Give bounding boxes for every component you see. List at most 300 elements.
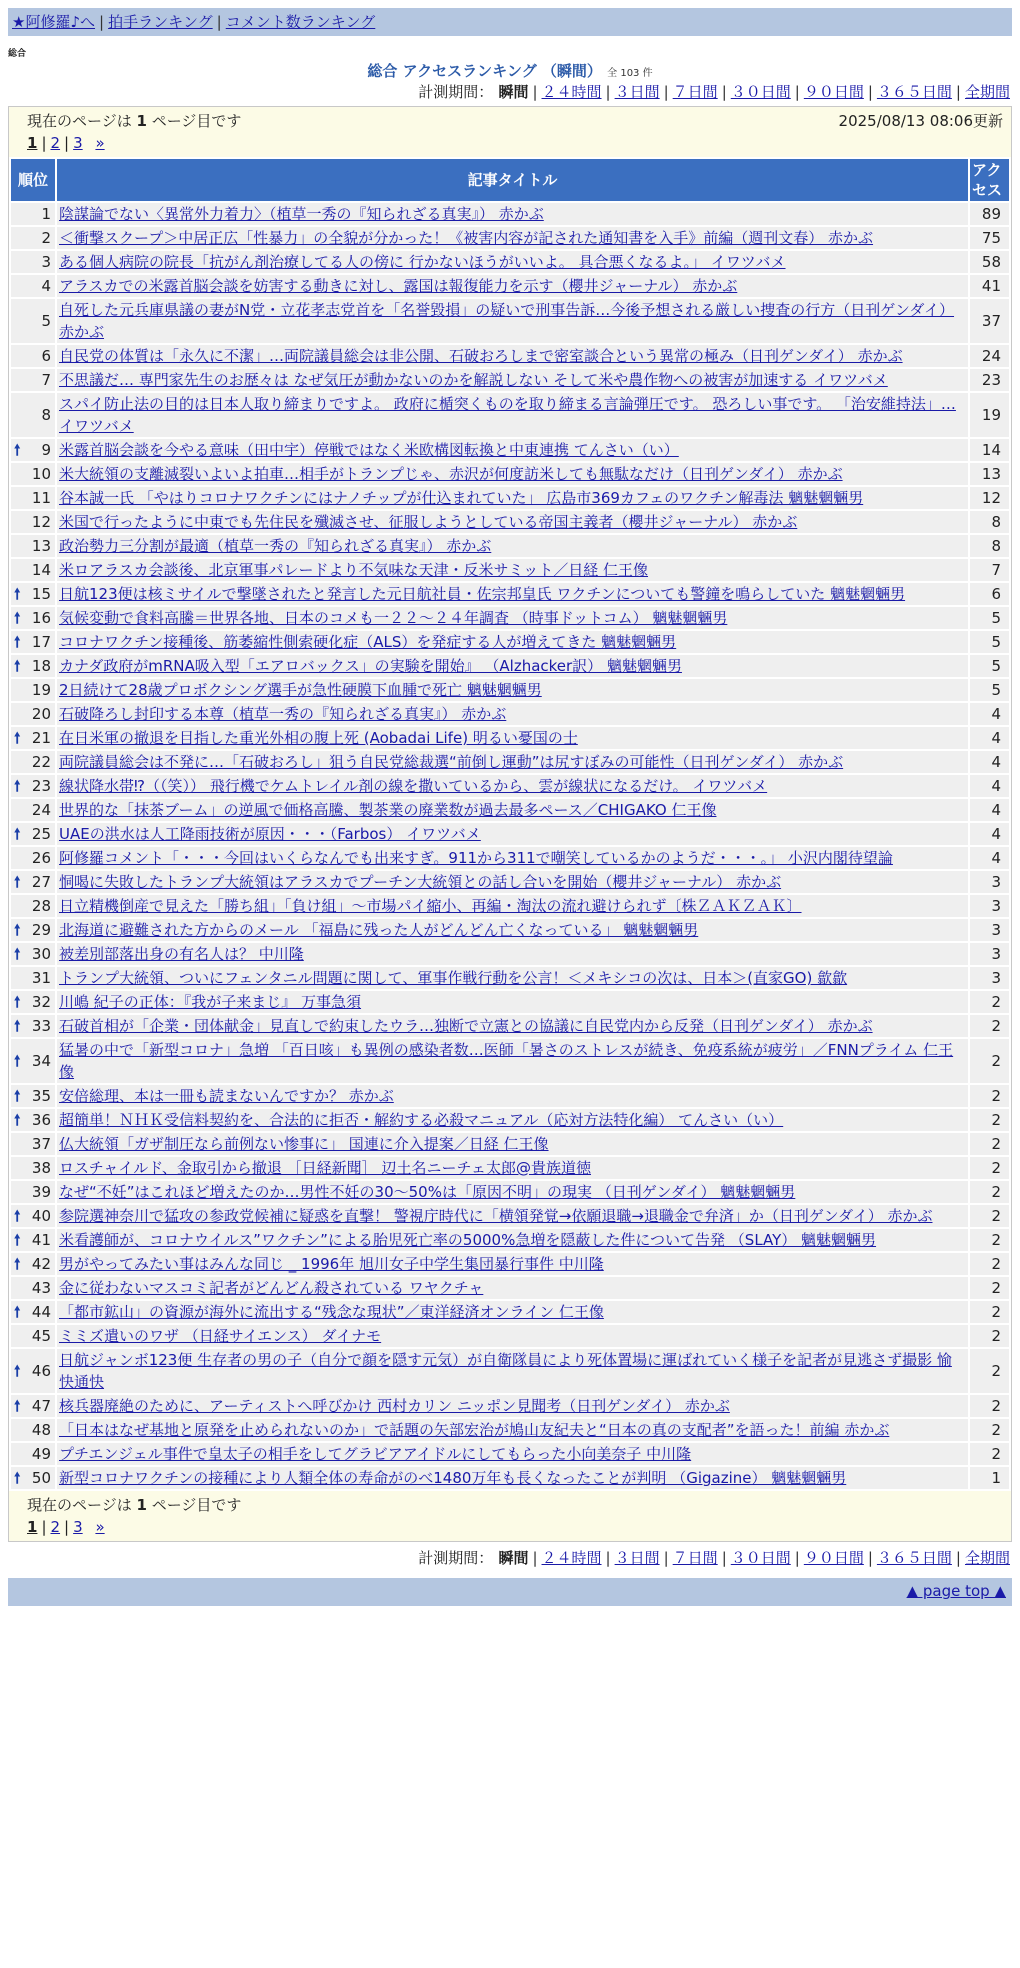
table-row (11, 679, 1009, 701)
up-arrow-icon: 🠕 (14, 1017, 21, 1035)
rank-cell (11, 847, 55, 869)
pager-separator: | (64, 134, 70, 152)
title-cell (57, 227, 968, 249)
title-cell (57, 631, 968, 653)
title-cell (57, 1085, 968, 1107)
pager-page-3[interactable]: 3 (73, 134, 83, 152)
table-row (11, 275, 1009, 297)
rank-cell (11, 227, 55, 249)
page-info (9, 107, 1011, 132)
nav-home-link[interactable]: ★阿修羅♪へ (12, 13, 96, 31)
table-row (11, 631, 1009, 653)
access-count: 41 (970, 275, 1009, 297)
pager-page-2[interactable]: 2 (50, 134, 61, 152)
access-count: 5 (970, 679, 1009, 701)
title-cell (57, 775, 968, 797)
rank-cell (11, 655, 55, 677)
table-row (11, 439, 1009, 461)
up-arrow-icon: 🠕 (14, 1469, 21, 1487)
rank-cell (11, 1229, 55, 1251)
rank-cell (11, 703, 55, 725)
up-arrow-icon: 🠕 (14, 945, 21, 963)
title-cell (57, 991, 968, 1013)
period-option-1[interactable]: ３日間 (614, 1549, 660, 1567)
article-link[interactable]: 線状降水帯⁉（（笑）） 飛行機でケムトレイル剤の線を撒いているから、雲が線状になるだけ。 イワツバメ (59, 777, 768, 795)
period-option-0[interactable]: ２４時間 (541, 1549, 602, 1567)
table-row (11, 751, 1009, 773)
rank-number: 42 (31, 1255, 51, 1273)
title-cell (57, 823, 968, 845)
table-row (11, 345, 1009, 367)
period-label: 計測期間： (418, 1549, 494, 1567)
up-arrow-icon: 🠕 (14, 609, 21, 627)
up-arrow-icon: 🠕 (14, 441, 21, 459)
rank-number: 23 (31, 777, 51, 795)
access-count: 4 (970, 703, 1009, 725)
ranking-panel (8, 106, 1012, 1542)
page-info-prefix: 現在のページは (27, 1496, 137, 1514)
rank-cell (11, 1157, 55, 1179)
access-count: 37 (970, 299, 1009, 343)
rank-cell (11, 203, 55, 225)
rank-cell (11, 631, 55, 653)
title-cell (57, 1443, 968, 1465)
access-count: 13 (970, 463, 1009, 485)
rank-number: 49 (31, 1445, 51, 1463)
article-link[interactable]: 2日続けて28歳プロボクシング選手が急性硬膜下血腫で死亡 魑魅魍魎男 (59, 681, 542, 699)
pager-separator: | (41, 1518, 47, 1536)
title-cell (57, 1325, 968, 1347)
article-link[interactable]: 政治勢力三分割が最適（植草一秀の『知られざる真実』） 赤かぶ (59, 537, 492, 555)
title-cell (57, 919, 968, 941)
rank-number: 38 (31, 1159, 51, 1177)
article-link[interactable]: 谷本誠一氏 「やはりコロナワクチンにはナノチップが仕込まれていた」 広島市369カフェのワクチン解毒法 魑魅魍魎男 (59, 489, 864, 507)
page-info-text (27, 1494, 241, 1516)
up-arrow-icon: 🠕 (14, 1397, 21, 1415)
article-link[interactable]: 在日米軍の撤退を目指した重光外相の腹上死 (Aobadai Life) 明るい憂国の士 (59, 729, 578, 747)
table-row (11, 463, 1009, 485)
up-arrow-icon: 🠕 (14, 825, 21, 843)
rank-number: 6 (41, 347, 51, 365)
page-title-text: 総合 アクセスランキング （瞬間） (367, 62, 602, 80)
table-row (11, 511, 1009, 533)
pager-bottom (9, 1516, 1011, 1541)
up-arrow-icon: 🠕 (14, 729, 21, 747)
title-cell (57, 679, 968, 701)
rank-number: 4 (41, 277, 51, 295)
up-arrow-icon: 🠕 (14, 1207, 21, 1225)
table-row (11, 1349, 1009, 1393)
access-count: 8 (970, 511, 1009, 533)
rank-cell (11, 943, 55, 965)
title-cell (57, 511, 968, 533)
up-arrow-icon: 🠕 (14, 1231, 21, 1249)
title-cell (57, 1229, 968, 1251)
col-access-header: アクセス (970, 159, 1009, 201)
article-link[interactable]: ある個人病院の院長「抗がん剤治療してる人の傍に 行かないほうがいいよ。 具合悪くなるよ。」 イワツバメ (59, 253, 786, 271)
access-count: 5 (970, 607, 1009, 629)
table-row (11, 919, 1009, 941)
access-count: 89 (970, 203, 1009, 225)
up-arrow-icon: 🠕 (14, 921, 21, 939)
article-link[interactable]: 猛暑の中で「新型コロナ」急増 「百日咳」も異例の感染者数…医師「暑さのストレスが続き、免疫系統が疲労」／FNNプライム 仁王像 (59, 1041, 954, 1081)
rank-cell (11, 607, 55, 629)
table-row (11, 559, 1009, 581)
article-link[interactable]: 「日本はなぜ基地と原発を止められないのか」で話題の矢部宏治が鳩山友紀夫と“日本の真の支配者”を語った！前編 赤かぶ (59, 1421, 890, 1439)
rank-cell (11, 251, 55, 273)
access-count: 5 (970, 631, 1009, 653)
period-option-6[interactable]: 全期間 (964, 1549, 1010, 1567)
period-separator: | (867, 1549, 873, 1567)
rank-cell (11, 1301, 55, 1323)
category-label: 総合 (8, 49, 27, 59)
title-cell (57, 1395, 968, 1417)
rank-cell (11, 1253, 55, 1275)
table-row (11, 823, 1009, 845)
access-count: 19 (970, 393, 1009, 437)
pager-separator: | (64, 1518, 70, 1536)
rank-number: 18 (31, 657, 51, 675)
title-cell (57, 487, 968, 509)
period-label: 計測期間： (418, 83, 494, 101)
title-cell (57, 1133, 968, 1155)
period-option-4[interactable]: ９０日間 (803, 1549, 864, 1567)
article-link[interactable]: プチエンジェル事件で皇太子の相手をしてグラビアアイドルにしてもらった小向美奈子 中川隆 (59, 1445, 692, 1463)
article-link[interactable]: 被差別部落出身の有名人は？ 中川隆 (59, 945, 304, 963)
article-link[interactable]: 超簡単！ＮＨＫ受信料契約を、合法的に拒否・解約する必殺マニュアル（応対方法特化編） てんさい（い） (59, 1111, 784, 1129)
article-link[interactable]: 気候変動で食料高騰＝世界各地、日本のコメも一２２～２４年調査 （時事ドットコム） 魑魅魍魎男 (59, 609, 728, 627)
table-row (11, 299, 1009, 343)
article-link[interactable]: 米看護師が、コロナウイルス”ワクチン”による胎児死亡率の5000%急増を隠蔽した件について告発 （SLAY） 魑魅魍魎男 (59, 1231, 877, 1249)
article-link[interactable]: ロスチャイルド、金取引から撤退 ［日経新聞］ 辺土名ニーチェ太郎@貴族道徳 (59, 1159, 591, 1177)
article-link[interactable]: 「都市鉱山」の資源が海外に流出する“残念な現状”／東洋経済オンライン 仁王像 (59, 1303, 604, 1321)
article-link[interactable]: 米大統領の支離滅裂いよいよ拍車…相手がトランプじゃ、赤沢が何度訪米しても無駄なだけ（日刊ゲンダイ） 赤かぶ (59, 465, 843, 483)
access-count: 2 (970, 1085, 1009, 1107)
access-count: 2 (970, 1253, 1009, 1275)
table-row (11, 1467, 1009, 1489)
item-count: 全 103 件 (607, 68, 653, 79)
access-count: 3 (970, 967, 1009, 989)
period-option-3[interactable]: ３０日間 (730, 1549, 791, 1567)
page-info-suffix: ページ目です (146, 1496, 242, 1514)
rank-number: 14 (31, 561, 51, 579)
article-link[interactable]: 不思議だ… 専門家先生のお歴々は なぜ気圧が動かないのかを解説しない そして米や農作物への被害が加速する イワツバメ (59, 371, 888, 389)
col-rank-header: 順位 (11, 159, 55, 201)
article-link[interactable]: 恫喝に失敗したトランプ大統領はアラスカでプーチン大統領との話し合いを開始（櫻井ジャーナル） 赤かぶ (59, 873, 782, 891)
col-title-header: 記事タイトル (57, 159, 968, 201)
period-option-2[interactable]: ７日間 (672, 1549, 718, 1567)
title-cell (57, 871, 968, 893)
rank-number: 11 (31, 489, 51, 507)
rank-cell (11, 1443, 55, 1465)
article-link[interactable]: アラスカでの米露首脳会談を妨害する動きに対し、露国は報復能力を示す（櫻井ジャーナル） 赤かぶ (59, 277, 738, 295)
nav-separator: | (216, 13, 222, 31)
table-row (11, 583, 1009, 605)
rank-cell (11, 679, 55, 701)
rank-number: 22 (31, 753, 51, 771)
page-top-link[interactable]: ▲ page top ▲ (906, 1582, 1006, 1600)
rank-number: 7 (41, 371, 51, 389)
article-link[interactable]: 金に従わないマスコミ記者がどんどん殺されている ワヤクチャ (59, 1279, 484, 1297)
title-cell (57, 1015, 968, 1037)
period-option-5[interactable]: ３６５日間 (876, 83, 952, 101)
rank-number: 3 (41, 253, 51, 271)
page-info-prefix: 現在のページは (27, 112, 137, 130)
article-link[interactable]: トランプ大統領、ついにフェンタニル問題に関して、軍事作戦行動を公言！＜メキシコの次は、日本＞(直家GO) 歙歙 (59, 969, 848, 987)
access-count: 12 (970, 487, 1009, 509)
rank-number: 48 (31, 1421, 51, 1439)
period-separator: | (721, 1549, 727, 1567)
access-count: 14 (970, 439, 1009, 461)
article-link[interactable]: UAEの洪水は人工降雨技術が原因・・・（Farbos） イワツバメ (59, 825, 481, 843)
table-row (11, 703, 1009, 725)
rank-number: 16 (31, 609, 51, 627)
access-count: 2 (970, 1039, 1009, 1083)
title-cell (57, 439, 968, 461)
period-separator: | (532, 1549, 538, 1567)
title-cell (57, 1301, 968, 1323)
article-link[interactable]: カナダ政府がmRNA吸入型「エアロバックス」の実験を開始』 （Alzhacker訳） 魑魅魍魎男 (59, 657, 682, 675)
table-row (11, 251, 1009, 273)
rank-cell (11, 1419, 55, 1441)
access-count: 24 (970, 345, 1009, 367)
period-separator: | (794, 1549, 800, 1567)
table-row (11, 871, 1009, 893)
up-arrow-icon: 🠕 (14, 633, 21, 651)
table-row (11, 799, 1009, 821)
table-row (11, 369, 1009, 391)
title-cell (57, 703, 968, 725)
title-cell (57, 275, 968, 297)
access-count: 2 (970, 1419, 1009, 1441)
title-cell (57, 535, 968, 557)
article-link[interactable]: 石破降ろし封印する本尊（植草一秀の『知られざる真実』） 赤かぶ (59, 705, 507, 723)
rank-cell (11, 967, 55, 989)
pager-next[interactable]: » (95, 134, 105, 152)
rank-cell (11, 1349, 55, 1393)
table-row (11, 1085, 1009, 1107)
title-cell (57, 299, 968, 343)
table-row (11, 655, 1009, 677)
rank-cell (11, 393, 55, 437)
rank-number: 10 (31, 465, 51, 483)
rank-number: 26 (31, 849, 51, 867)
article-link[interactable]: スパイ防止法の目的は日本人取り締まりですよ。 政府に楯突くものを取り締まる言論弾圧です。 恐ろしい事です。 「治安維持法」… イワツバメ (59, 395, 956, 435)
period-selector-bottom (0, 1548, 1010, 1568)
title-cell (57, 1039, 968, 1083)
article-link[interactable]: 自民党の体質は「永久に不潔」…両院議員総会は非公開、石破おろしまで密室談合という異常の極み（日刊ゲンダイ） 赤かぶ (59, 347, 903, 365)
table-row (11, 1277, 1009, 1299)
rank-number: 29 (31, 921, 51, 939)
access-count: 2 (970, 1301, 1009, 1323)
access-count: 3 (970, 871, 1009, 893)
title-cell (57, 655, 968, 677)
access-count: 2 (970, 1395, 1009, 1417)
article-link[interactable]: ミミズ遣いのワザ （日経サイエンス） ダイナモ (59, 1327, 382, 1345)
nav-applause-ranking-link[interactable]: 拍手ランキング (108, 13, 213, 31)
access-count: 4 (970, 727, 1009, 749)
rank-cell (11, 919, 55, 941)
rank-number: 5 (41, 312, 51, 330)
title-cell (57, 847, 968, 869)
rank-number: 50 (31, 1469, 51, 1487)
period-option-4[interactable]: ９０日間 (803, 83, 864, 101)
period-separator: | (663, 83, 669, 101)
article-link[interactable]: 世界的な「抹茶ブーム」の逆風で価格高騰、製茶業の廃業数が過去最多ペース／CHIGAKO 仁王像 (59, 801, 717, 819)
table-row (11, 1181, 1009, 1203)
access-count: 2 (970, 1181, 1009, 1203)
article-link[interactable]: 陰謀論でない〈異常外力着力〉（植草一秀の『知られざる真実』） 赤かぶ (59, 205, 544, 223)
ranking-table (9, 157, 1011, 1491)
access-count: 4 (970, 751, 1009, 773)
article-link[interactable]: 新型コロナワクチンの接種により人類全体の寿命がのべ1480万年も長くなったことが判明 （Gigazine） 魑魅魍魎男 (59, 1469, 847, 1487)
page-info-number: 1 (136, 1496, 147, 1514)
article-link[interactable]: コロナワクチン接種後、筋萎縮性側索硬化症（ALS）を発症する人が増えてきた 魑魅魍魎男 (59, 633, 677, 651)
title-cell (57, 727, 968, 749)
rank-number: 43 (31, 1279, 51, 1297)
period-option-2[interactable]: ７日間 (672, 83, 718, 101)
table-row (11, 535, 1009, 557)
title-cell (57, 251, 968, 273)
title-cell (57, 583, 968, 605)
up-arrow-icon: 🠕 (14, 585, 21, 603)
period-option-6[interactable]: 全期間 (964, 83, 1010, 101)
rank-number: 28 (31, 897, 51, 915)
pager-next[interactable]: » (95, 1518, 105, 1536)
pager-spacer (87, 1518, 92, 1536)
rank-cell (11, 1109, 55, 1131)
title-cell (57, 1157, 968, 1179)
rank-cell (11, 487, 55, 509)
rank-number: 1 (41, 205, 51, 223)
rank-number: 30 (31, 945, 51, 963)
rank-cell (11, 369, 55, 391)
access-count: 3 (970, 895, 1009, 917)
table-row (11, 1039, 1009, 1083)
rank-cell (11, 775, 55, 797)
up-arrow-icon: 🠕 (14, 993, 21, 1011)
article-link[interactable]: 北海道に避難された方からのメール 「福島に残った人がどんどん亡くなっている」 魑魅魍魎男 (59, 921, 699, 939)
pager-current: 1 (27, 134, 38, 152)
article-link[interactable]: 川嶋 紀子の正体：『我が子来まじ』 万事急須 (59, 993, 362, 1011)
article-link[interactable]: なぜ“不妊”はこれほど増えたのか…男性不妊の30～50%は「原因不明」の現実 （日刊ゲンダイ） 魑魅魍魎男 (59, 1183, 796, 1201)
up-arrow-icon: 🠕 (14, 777, 21, 795)
article-link[interactable]: 自死した元兵庫県議の妻がN党・立花孝志党首を「名誉毀損」の疑いで刑事告訴…今後予想される厳しい捜査の行方（日刊ゲンダイ） 赤かぶ (59, 301, 955, 341)
article-link[interactable]: 安倍総理、本は一冊も読まないんですか？ 赤かぶ (59, 1087, 394, 1105)
period-current: 瞬間 (493, 83, 529, 101)
article-link[interactable]: 核兵器廃絶のために、アーティストへ呼びかけ 西村カリン ニッポン見聞考（日刊ゲンダイ） 赤かぶ (59, 1397, 730, 1415)
period-separator: | (955, 1549, 961, 1567)
access-count: 2 (970, 1349, 1009, 1393)
table-row (11, 775, 1009, 797)
rank-number: 20 (31, 705, 51, 723)
access-count: 4 (970, 775, 1009, 797)
rank-cell (11, 1039, 55, 1083)
up-arrow-icon: 🠕 (14, 657, 21, 675)
access-count: 4 (970, 799, 1009, 821)
rank-number: 46 (31, 1362, 51, 1380)
article-link[interactable]: 日立精機倒産で見えた「勝ち組」「負け組」～市場パイ縮小、再編・淘汰の流れ避けられず〔株ＺＡＫＺＡＫ〕 (59, 897, 802, 915)
rank-number: 37 (31, 1135, 51, 1153)
title-cell (57, 1277, 968, 1299)
pager-page-2[interactable]: 2 (50, 1518, 61, 1536)
rank-cell (11, 439, 55, 461)
pager-top (9, 132, 1011, 157)
nav-comment-ranking-link[interactable]: コメント数ランキング (225, 13, 376, 31)
period-option-3[interactable]: ３０日間 (730, 83, 791, 101)
title-cell (57, 1349, 968, 1393)
article-link[interactable]: 米国で行ったように中東でも先住民を殲滅させ、征服しようとしている帝国主義者（櫻井ジャーナル） 赤かぶ (59, 513, 798, 531)
article-link[interactable]: 阿修羅コメント「・・・今回はいくらなんでも出来すぎ。911から311で嘲笑しているかのようだ・・・。」 小沢内閣待望論 (59, 849, 893, 867)
rank-number: 12 (31, 513, 51, 531)
table-row (11, 1253, 1009, 1275)
rank-number: 8 (41, 406, 51, 424)
title-cell (57, 203, 968, 225)
access-count: 4 (970, 823, 1009, 845)
bottom-bar (8, 1578, 1012, 1606)
period-option-5[interactable]: ３６５日間 (876, 1549, 952, 1567)
article-link[interactable]: 両院議員総会は不発に…「石破おろし」狙う自民党総裁選“前倒し運動”は尻すぼみの可能性（日刊ゲンダイ） 赤かぶ (59, 753, 844, 771)
table-row (11, 1395, 1009, 1417)
article-link[interactable]: 仏大統領「ガザ制圧なら前例ない惨事に」 国連に介入提案／日経 仁王像 (59, 1135, 549, 1153)
article-link[interactable]: ＜衝撃スクープ＞中居正広「性暴力」の全貌が分かった！《被害内容が記された通知書を入手》前編（週刊文春） 赤かぶ (59, 229, 874, 247)
title-cell (57, 369, 968, 391)
title-cell (57, 943, 968, 965)
rank-cell (11, 1325, 55, 1347)
title-cell (57, 463, 968, 485)
access-count: 3 (970, 919, 1009, 941)
rank-cell (11, 1277, 55, 1299)
period-separator: | (867, 83, 873, 101)
article-link[interactable]: 米露首脳会談を今やる意味（田中宇）停戦ではなく米欧構図転換と中東連携 てんさい（い） (59, 441, 679, 459)
rank-number: 35 (31, 1087, 51, 1105)
title-cell (57, 393, 968, 437)
article-link[interactable]: 男がやってみたい事はみんな同じ _ 1996年 旭川女子中学生集団暴行事件 中川隆 (59, 1255, 604, 1273)
access-count: 8 (970, 535, 1009, 557)
article-link[interactable]: 参院選神奈川で猛攻の参政党候補に疑惑を直撃！ 警視庁時代に「横領発覚→依願退職→退職金で弁済」か（日刊ゲンダイ） 赤かぶ (59, 1207, 933, 1225)
title-cell (57, 1205, 968, 1227)
pager-page-3[interactable]: 3 (73, 1518, 83, 1536)
access-count: 2 (970, 1443, 1009, 1465)
period-separator: | (605, 83, 611, 101)
rank-number: 9 (41, 441, 51, 459)
title-cell (57, 751, 968, 773)
up-arrow-icon: 🠕 (14, 873, 21, 891)
rank-number: 31 (31, 969, 51, 987)
article-link[interactable]: 日航123便は核ミサイルで撃墜されたと発言した元日航社員・佐宗邦皇氏 ワクチンについても警鐘を鳴らしていた 魑魅魍魎男 (59, 585, 906, 603)
period-option-0[interactable]: ２４時間 (541, 83, 602, 101)
rank-number: 27 (31, 873, 51, 891)
article-link[interactable]: 石破首相が「企業・団体献金」見直しで約束したウラ…独断で立憲との協議に自民党内から反発（日刊ゲンダイ） 赤かぶ (59, 1017, 873, 1035)
access-count: 2 (970, 1277, 1009, 1299)
rank-cell (11, 559, 55, 581)
up-arrow-icon: 🠕 (14, 1362, 21, 1380)
period-selector-top (0, 82, 1010, 102)
period-separator: | (605, 1549, 611, 1567)
rank-cell (11, 1467, 55, 1489)
period-option-1[interactable]: ３日間 (614, 83, 660, 101)
rank-number: 19 (31, 681, 51, 699)
pager-current: 1 (27, 1518, 38, 1536)
rank-cell (11, 299, 55, 343)
article-link[interactable]: 日航ジャンボ123便 生存者の男の子（自分で顔を隠す元気）が自衛隊員により死体置場に運ばれていく様子を記者が見逃さず撮影 愉快通快 (59, 1351, 952, 1391)
title-cell (57, 895, 968, 917)
rank-cell (11, 895, 55, 917)
table-row (11, 1325, 1009, 1347)
pager-separator: | (41, 134, 47, 152)
access-count: 2 (970, 1015, 1009, 1037)
article-link[interactable]: 米ロアラスカ会談後、北京軍事パレードより不気味な天津・反米サミット／日経 仁王像 (59, 561, 649, 579)
